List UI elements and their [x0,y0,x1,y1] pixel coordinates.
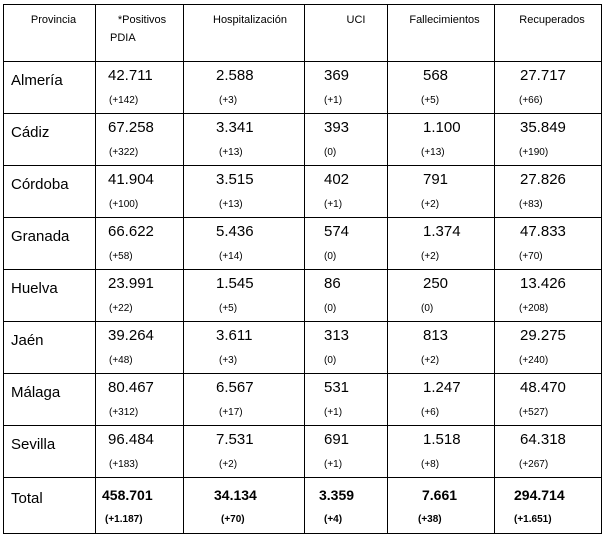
positivos-value: 39.264 [108,327,154,344]
positivos-value: 41.904 [108,171,154,188]
fallecimientos-value: 1.100 [423,119,461,136]
recuperados-cell [495,374,602,426]
header-positivos-label [96,5,183,47]
uci-value: 402 [324,171,350,188]
hospitalizacion-cell [184,166,305,218]
positivos-change: (+58) [109,251,133,262]
hospitalizacion-value: 6.567 [216,379,254,396]
hospitalizacion-change: (+3) [219,95,238,106]
hospitalizacion-value: 3.515 [216,171,254,188]
uci-change: (0) [324,147,337,158]
hospitalizacion-cell [184,62,305,114]
uci-value: 574 [324,223,350,240]
positivos-change: (+183) [109,459,139,470]
fallecimientos-value: 568 [423,67,449,84]
table-body [4,62,602,478]
fallecimientos-cell [388,166,495,218]
provincia-cell [4,374,96,426]
fallecimientos-change: (0) [421,303,434,314]
total-hospitalizacion-change: (+70) [221,514,245,525]
provincia-cell [4,322,96,374]
uci-cell [305,62,388,114]
hospitalizacion-change: (+13) [219,147,243,158]
table-header-row [4,5,602,62]
uci-change: (+1) [324,199,343,210]
uci-cell [305,426,388,478]
hospitalizacion-value: 2.588 [216,67,254,84]
provincia-name: Granada [11,228,70,245]
header-positivos-line2: PDIA [110,32,136,44]
table-row [4,322,602,374]
recuperados-change: (+70) [519,251,543,262]
header-fallecimientos-label: Fallecimientos [409,14,480,26]
recuperados-value: 64.318 [520,431,566,448]
header-recuperados [495,5,602,62]
header-uci-label: UCI [346,14,366,26]
provincia-name: Huelva [11,280,58,297]
uci-value: 369 [324,67,350,84]
hospitalizacion-change: (+3) [219,355,238,366]
fallecimientos-change: (+2) [421,355,440,366]
fallecimientos-value: 813 [423,327,449,344]
fallecimientos-cell [388,62,495,114]
provincia-name: Almería [11,72,63,89]
hospitalizacion-value: 3.341 [216,119,254,136]
hospitalizacion-value: 7.531 [216,431,254,448]
recuperados-cell [495,62,602,114]
hospitalizacion-change: (+13) [219,199,243,210]
total-label-cell [4,478,96,534]
table-row [4,166,602,218]
recuperados-change: (+527) [519,407,549,418]
recuperados-change: (+66) [519,95,543,106]
header-positivos [96,5,184,62]
fallecimientos-change: (+2) [421,199,440,210]
total-recuperados-change: (+1.651) [514,514,552,525]
provincia-name: Sevilla [11,436,56,453]
fallecimientos-cell [388,426,495,478]
hospitalizacion-cell [184,114,305,166]
recuperados-value: 47.833 [520,223,566,240]
fallecimientos-cell [388,322,495,374]
fallecimientos-value: 1.247 [423,379,461,396]
total-positivos-value: 458.701 [102,487,153,503]
table-row [4,374,602,426]
uci-cell [305,374,388,426]
positivos-value: 80.467 [108,379,154,396]
positivos-cell [96,374,184,426]
positivos-cell [96,166,184,218]
uci-cell [305,166,388,218]
total-recuperados-cell [495,478,602,534]
fallecimientos-change: (+5) [421,95,440,106]
uci-change: (0) [324,251,337,262]
table-row [4,270,602,322]
covid-provinces-table [3,4,602,534]
uci-cell [305,114,388,166]
recuperados-value: 27.717 [520,67,566,84]
recuperados-cell [495,426,602,478]
uci-cell [305,322,388,374]
header-positivos-line1: *Positivos [117,14,167,26]
table-row [4,62,602,114]
table-row [4,114,602,166]
fallecimientos-change: (+13) [421,147,445,158]
uci-value: 313 [324,327,350,344]
hospitalizacion-change: (+17) [219,407,243,418]
provincia-name: Cádiz [11,124,50,141]
positivos-value: 67.258 [108,119,154,136]
positivos-value: 66.622 [108,223,154,240]
table-row [4,426,602,478]
recuperados-cell [495,322,602,374]
total-uci-cell [305,478,388,534]
total-uci-change: (+4) [324,514,343,525]
recuperados-change: (+190) [519,147,549,158]
uci-value: 86 [324,275,341,292]
recuperados-cell [495,166,602,218]
fallecimientos-value: 250 [423,275,449,292]
header-hospitalizacion [184,5,305,62]
positivos-change: (+48) [109,355,133,366]
recuperados-change: (+83) [519,199,543,210]
positivos-change: (+142) [109,95,139,106]
positivos-change: (+312) [109,407,139,418]
provincia-cell [4,426,96,478]
total-hospitalizacion-cell [184,478,305,534]
uci-change: (0) [324,303,337,314]
provincia-name: Jaén [11,332,44,349]
positivos-value: 96.484 [108,431,154,448]
hospitalizacion-cell [184,374,305,426]
hospitalizacion-value: 3.611 [216,327,253,344]
hospitalizacion-cell [184,270,305,322]
provincia-cell [4,166,96,218]
recuperados-value: 27.826 [520,171,566,188]
provincia-name: Córdoba [11,176,69,193]
total-uci-value: 3.359 [319,487,355,503]
hospitalizacion-change: (+5) [219,303,238,314]
uci-change: (+1) [324,407,343,418]
provincia-cell [4,270,96,322]
hospitalizacion-value: 5.436 [216,223,254,240]
recuperados-cell [495,218,602,270]
uci-value: 531 [324,379,350,396]
positivos-cell [96,62,184,114]
provincia-name: Málaga [11,384,61,401]
header-uci [305,5,388,62]
fallecimientos-value: 1.374 [423,223,461,240]
provincia-cell [4,218,96,270]
header-recuperados-label: Recuperados [519,14,585,26]
total-fallecimientos-cell [388,478,495,534]
hospitalizacion-change: (+14) [219,251,243,262]
total-fallecimientos-value: 7.661 [422,487,458,503]
hospitalizacion-cell [184,322,305,374]
header-hospitalizacion-label: Hospitalización [213,14,287,26]
fallecimientos-change: (+6) [421,407,440,418]
recuperados-cell [495,114,602,166]
positivos-change: (+322) [109,147,139,158]
positivos-value: 42.711 [108,67,153,84]
provincia-cell [4,62,96,114]
fallecimientos-cell [388,374,495,426]
hospitalizacion-cell [184,218,305,270]
positivos-cell [96,270,184,322]
fallecimientos-cell [388,218,495,270]
header-provincia [4,5,96,62]
uci-value: 393 [324,119,350,136]
positivos-cell [96,322,184,374]
uci-change: (0) [324,355,337,366]
uci-value: 691 [324,431,350,448]
header-provincia-label: Provincia [30,14,77,26]
fallecimientos-cell [388,114,495,166]
uci-cell [305,218,388,270]
fallecimientos-value: 1.518 [423,431,461,448]
table-row [4,218,602,270]
total-fallecimientos-change: (+38) [418,514,442,525]
recuperados-change: (+208) [519,303,549,314]
recuperados-change: (+267) [519,459,549,470]
fallecimientos-change: (+2) [421,251,440,262]
hospitalizacion-value: 1.545 [216,275,254,292]
recuperados-cell [495,270,602,322]
total-recuperados-value: 294.714 [514,487,565,503]
header-fallecimientos [388,5,495,62]
recuperados-value: 13.426 [520,275,566,292]
recuperados-value: 29.275 [520,327,566,344]
total-positivos-cell [96,478,184,534]
positivos-change: (+22) [109,303,133,314]
positivos-cell [96,218,184,270]
recuperados-value: 48.470 [520,379,566,396]
uci-change: (+1) [324,95,343,106]
positivos-cell [96,426,184,478]
fallecimientos-value: 791 [423,171,449,188]
hospitalizacion-cell [184,426,305,478]
total-row [4,478,602,534]
uci-cell [305,270,388,322]
positivos-change: (+100) [109,199,139,210]
hospitalizacion-change: (+2) [219,459,238,470]
total-label: Total [11,490,43,507]
total-hospitalizacion-value: 34.134 [214,487,257,503]
recuperados-value: 35.849 [520,119,566,136]
total-positivos-change: (+1.187) [105,514,143,525]
provincia-cell [4,114,96,166]
fallecimientos-change: (+8) [421,459,440,470]
uci-change: (+1) [324,459,343,470]
positivos-cell [96,114,184,166]
recuperados-change: (+240) [519,355,549,366]
fallecimientos-cell [388,270,495,322]
positivos-value: 23.991 [108,275,154,292]
